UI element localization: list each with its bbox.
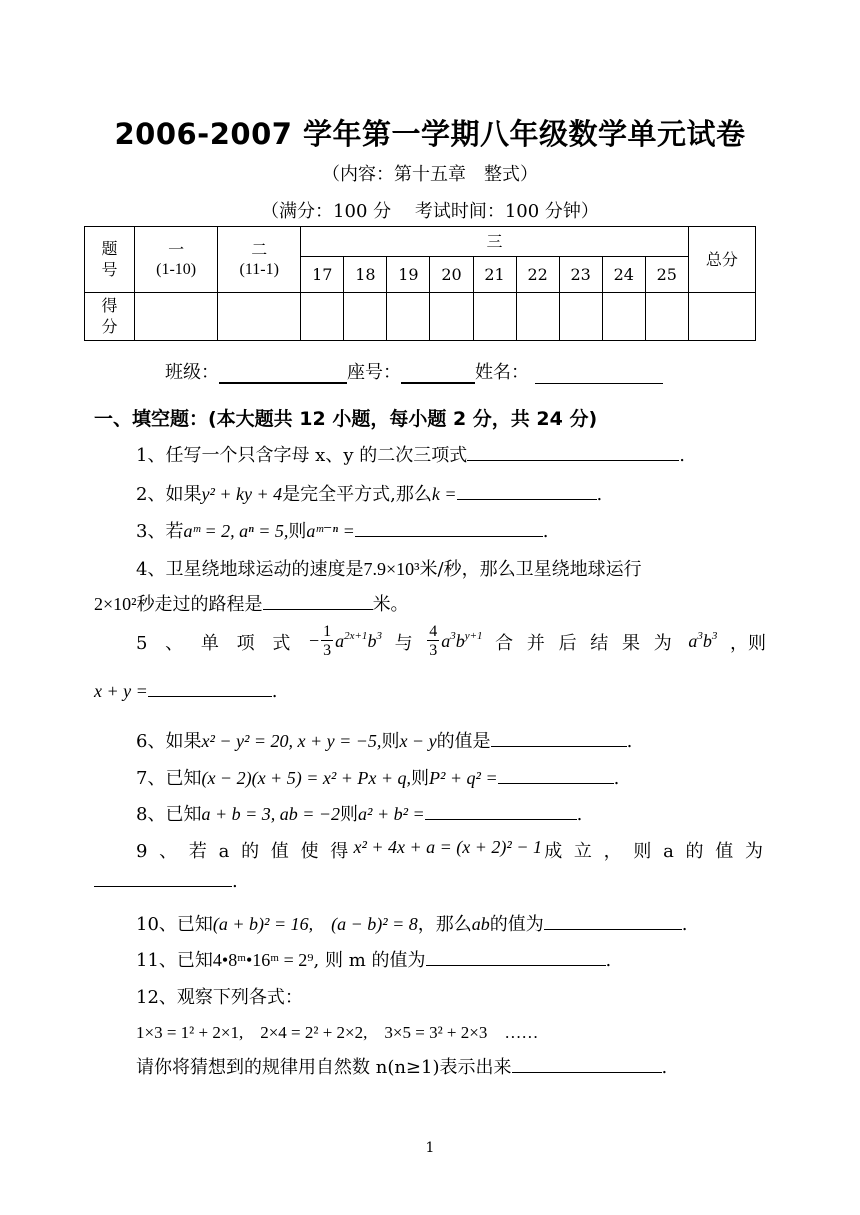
q8-prefix: 8、已知	[136, 804, 202, 825]
q5-term-2	[425, 624, 482, 659]
q8-mid: 则	[340, 804, 359, 825]
q2-prefix: 2、如果	[136, 484, 202, 505]
row-label-score-text: 得分	[101, 295, 118, 336]
q5-frac2-den: 3	[429, 642, 438, 659]
score-row	[85, 293, 756, 341]
q10-mid: ，那么	[417, 914, 472, 935]
score-cell[interactable]	[135, 293, 218, 341]
q3-answer-blank[interactable]	[355, 520, 543, 537]
q6-tail: 的值是	[436, 731, 491, 752]
q3-variable: aᵐ⁻ⁿ =	[306, 521, 355, 541]
question-12-line-1	[136, 983, 808, 1009]
q7-prefix: 7、已知	[136, 768, 202, 789]
q7-variable: P² + q² =	[429, 768, 498, 788]
q1-answer-blank[interactable]	[467, 444, 679, 461]
total-header: 总分	[688, 227, 755, 293]
question-2	[136, 480, 808, 506]
q12-prefix: 12、观察下列各式：	[136, 987, 303, 1008]
exam-info-subtitle: （满分：100 分 考试时间：100 分钟）	[261, 201, 599, 222]
q6-answer-blank[interactable]	[491, 730, 627, 747]
q9-expression: x² + 4x + a = (x + 2)² − 1	[353, 837, 542, 857]
question-10	[136, 910, 808, 936]
q5-term-1-body: $a^{2x+1}b^3$	[335, 629, 382, 651]
q10-variable: ab	[471, 914, 490, 934]
score-cell[interactable]	[645, 293, 688, 341]
q7-end: .	[613, 768, 620, 789]
total-score-cell[interactable]	[688, 293, 755, 341]
q3-prefix: 3、若	[136, 521, 184, 542]
q5-term-2-body: $a^3b^{y+1}$	[441, 629, 483, 651]
class-field[interactable]	[219, 364, 347, 384]
q4-answer-blank[interactable]	[263, 593, 373, 610]
q6-end: .	[626, 731, 633, 752]
q11-expression: 4•8ᵐ•16ᵐ = 2⁹	[212, 950, 314, 970]
q5-frac2-num: 4	[429, 623, 438, 640]
score-cell[interactable]	[602, 293, 645, 341]
q5-fraction-1	[321, 624, 333, 659]
question-1	[136, 441, 808, 467]
q5-answer-blank[interactable]	[148, 680, 272, 697]
q5-result-text: 合 并 后 结 果 为	[495, 632, 676, 654]
q3-expression: aᵐ = 2, aⁿ = 5,	[183, 521, 289, 541]
q5-term-1	[309, 624, 382, 659]
q5-and: 与	[394, 632, 413, 654]
q7-answer-blank[interactable]	[498, 767, 614, 784]
part1-range: (1-10)	[156, 260, 197, 278]
score-cell[interactable]	[473, 293, 516, 341]
q5-minus: −	[308, 630, 320, 651]
section-heading: 一、填空题：(本大题共 12 小题，每小题 2 分，共 24 分)	[94, 408, 598, 430]
q6-expression: x² − y² = 20, x + y = −5,	[201, 731, 382, 751]
q9-end: .	[232, 871, 238, 892]
question-11	[136, 946, 808, 972]
score-cell[interactable]	[218, 293, 301, 341]
question-3	[136, 517, 808, 543]
q6-prefix: 6、如果	[136, 731, 202, 752]
seat-field[interactable]	[401, 364, 475, 384]
q8-variable: a² + b² =	[358, 804, 425, 824]
q5-end: .	[271, 681, 278, 702]
q10-prefix: 10、已知	[136, 914, 213, 935]
q11-end: .	[605, 950, 612, 971]
q5-frac1-den: 3	[323, 642, 332, 659]
row-label-score	[85, 293, 135, 341]
question-9-line-2	[94, 870, 766, 892]
part3-header: 三	[301, 227, 689, 257]
score-cell[interactable]	[387, 293, 430, 341]
question-4-line-1	[136, 555, 808, 581]
q12-prompt: 请你将猜想到的规律用自然数 n(n≥1)表示出来	[136, 1057, 512, 1078]
q1-end: .	[679, 445, 685, 466]
seat-label: 座号：	[347, 362, 401, 383]
q-number-cell: 18	[344, 257, 387, 293]
q9-answer-blank[interactable]	[94, 870, 232, 887]
name-label: 姓名：	[475, 362, 529, 383]
q5-frac1-num: 1	[323, 623, 332, 640]
q-number-cell: 17	[301, 257, 344, 293]
question-5-line-1	[136, 624, 766, 659]
q7-expression: (x − 2)(x + 5) = x² + Px + q,	[201, 768, 412, 788]
question-12-line-2	[136, 1018, 808, 1043]
name-field[interactable]	[535, 365, 663, 384]
question-6	[136, 727, 808, 753]
part1-label: 一	[168, 239, 185, 259]
q11-prefix: 11、已知	[136, 950, 213, 971]
q10-tail: 的值为	[489, 914, 544, 935]
q-number-cell: 25	[645, 257, 688, 293]
student-info-line	[165, 358, 663, 384]
score-cell[interactable]	[559, 293, 602, 341]
question-8	[136, 800, 808, 826]
row-label-question-number-text: 题号	[101, 238, 118, 279]
question-12-line-3	[136, 1053, 808, 1079]
part2-cell	[218, 227, 301, 293]
q-number-cell: 24	[602, 257, 645, 293]
q4-speed: 7.9×10³	[363, 559, 420, 579]
row-label-question-number	[85, 227, 135, 293]
q5-fraction-2	[427, 624, 439, 659]
q-number-cell: 20	[430, 257, 473, 293]
q5-then: ，则	[729, 632, 766, 654]
q8-expression: a + b = 3, ab = −2	[201, 804, 341, 824]
part2-range: (11-1)	[239, 260, 279, 278]
q-number-cell: 19	[387, 257, 430, 293]
q9-tail: 成 立 ， 则 a 的 值 为	[544, 841, 766, 862]
q12-expressions: 1×3 = 1² + 2×1, 2×4 = 2² + 2×2, 3×5 = 3² + 2×3 ……	[136, 1023, 539, 1042]
question-5-line-2	[94, 680, 766, 702]
q4-time: 2×10²	[94, 594, 137, 614]
q2-end: .	[596, 484, 603, 505]
question-9-line-1	[136, 837, 766, 863]
score-cell[interactable]	[516, 293, 559, 341]
score-cell[interactable]	[344, 293, 387, 341]
q6-mid: 则	[381, 731, 400, 752]
question-7	[136, 764, 808, 790]
q9-text: 9 、 若 a 的 值 使 得	[136, 841, 352, 862]
q11-answer-blank[interactable]	[426, 949, 606, 966]
q4-end: 米。	[372, 594, 409, 615]
q5-ask: x + y =	[94, 681, 148, 701]
score-table	[84, 226, 756, 341]
q3-end: .	[542, 521, 549, 542]
q1-text: 1、任写一个只含字母 x、y 的二次三项式	[136, 445, 468, 466]
q-number-cell: 21	[473, 257, 516, 293]
score-cell[interactable]	[430, 293, 473, 341]
q2-mid: 是完全平方式,那么	[282, 484, 432, 505]
q8-answer-blank[interactable]	[425, 803, 577, 820]
q4-text-c: 米/秒，那么卫星绕地球运行	[419, 559, 642, 580]
q7-mid: 则	[411, 768, 430, 789]
q3-mid: 则	[288, 521, 307, 542]
q2-expression: y² + ky + 4	[201, 484, 283, 504]
question-4-line-2	[94, 590, 766, 616]
score-cell[interactable]	[301, 293, 344, 341]
part2-label: 二	[251, 239, 268, 259]
q2-variable: k =	[431, 484, 457, 504]
q5-result: $a^3b^3$	[688, 630, 718, 651]
q10-answer-blank[interactable]	[544, 913, 682, 930]
part1-cell	[135, 227, 218, 293]
q5-number: 5 、 单 项 式	[136, 632, 297, 654]
q12-answer-blank[interactable]	[512, 1056, 662, 1073]
q11-tail: , 则 m 的值为	[313, 950, 426, 971]
q12-end: .	[661, 1057, 668, 1078]
q2-answer-blank[interactable]	[457, 483, 597, 500]
q-number-cell: 23	[559, 257, 602, 293]
q6-variable: x − y	[399, 731, 437, 751]
content-subtitle: （内容：第十五章 整式）	[322, 164, 538, 185]
page-number: 1	[425, 1140, 435, 1156]
q8-end: .	[576, 804, 583, 825]
page-title: 2006-2007 学年第一学期八年级数学单元试卷	[114, 117, 746, 151]
class-label: 班级：	[165, 362, 219, 383]
q10-expression: (a + b)² = 16, (a − b)² = 8	[212, 914, 418, 934]
q-number-cell: 22	[516, 257, 559, 293]
q4-text-b: 秒走过的路程是	[136, 594, 263, 615]
q10-end: .	[681, 914, 688, 935]
q4-text-a: 4、卫星绕地球运动的速度是	[136, 559, 364, 580]
